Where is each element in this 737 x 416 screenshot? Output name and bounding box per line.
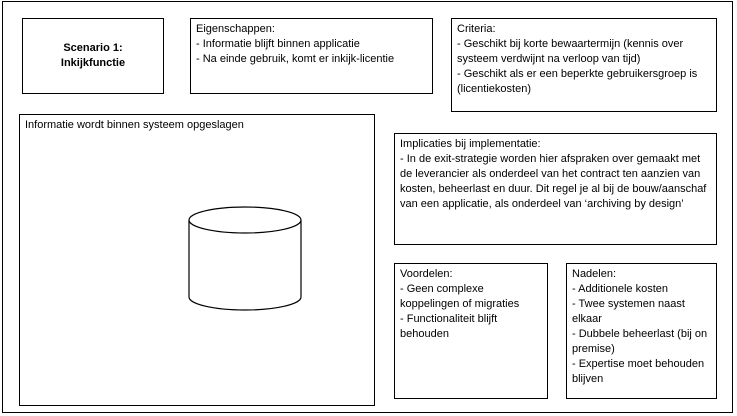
implicaties-item: - In de exit-strategie worden hier afspraken over gemaakt met de leverancier als onderdeel van het contract ten aanzien van kosten, beheerlast en duur. Dit regel je al bij de bouw/aanschaf van een applicatie, als onderdeel van ‘archiving by design’	[400, 153, 707, 210]
eigenschappen-box	[190, 18, 433, 94]
nadelen-item: - Additionele kosten	[572, 283, 669, 295]
database-cylinder-icon	[187, 205, 307, 313]
implicaties-box	[394, 133, 717, 245]
eigenschappen-item: - Na einde gebruik, komt er inkijk-licentie	[196, 53, 395, 65]
criteria-item: - Geschikt als er een beperkte gebruikersgroep is (licentiekosten)	[457, 68, 698, 95]
nadelen-box	[566, 263, 717, 399]
nadelen-item: - Expertise moet behouden blijven	[572, 358, 705, 385]
voordelen-item: - Functionaliteit blijft behouden	[400, 313, 498, 340]
informatie-heading: Informatie wordt binnen systeem opgeslagen	[25, 119, 244, 131]
eigenschappen-item: - Informatie blijft binnen applicatie	[196, 38, 360, 50]
voordelen-item: - Geen complexe koppelingen of migraties	[400, 283, 520, 310]
scenario-title: Scenario 1:	[63, 42, 123, 54]
voordelen-heading: Voordelen:	[400, 268, 453, 280]
criteria-heading: Criteria:	[457, 23, 496, 35]
scenario-subtitle: Inkijkfunctie	[60, 57, 126, 69]
nadelen-heading: Nadelen:	[572, 268, 617, 280]
implicaties-heading: Implicaties bij implementatie:	[400, 138, 541, 150]
nadelen-item: - Twee systemen naast elkaar	[572, 298, 685, 325]
criteria-box	[451, 18, 717, 112]
nadelen-item: - Dubbele beheerlast (bij on premise)	[572, 328, 708, 355]
criteria-item: - Geschikt bij korte bewaartermijn (kennis over systeem verdwijnt na verloop van tijd)	[457, 38, 684, 65]
scenario-box	[22, 18, 164, 94]
voordelen-box	[394, 263, 548, 399]
eigenschappen-heading: Eigenschappen:	[196, 23, 275, 35]
